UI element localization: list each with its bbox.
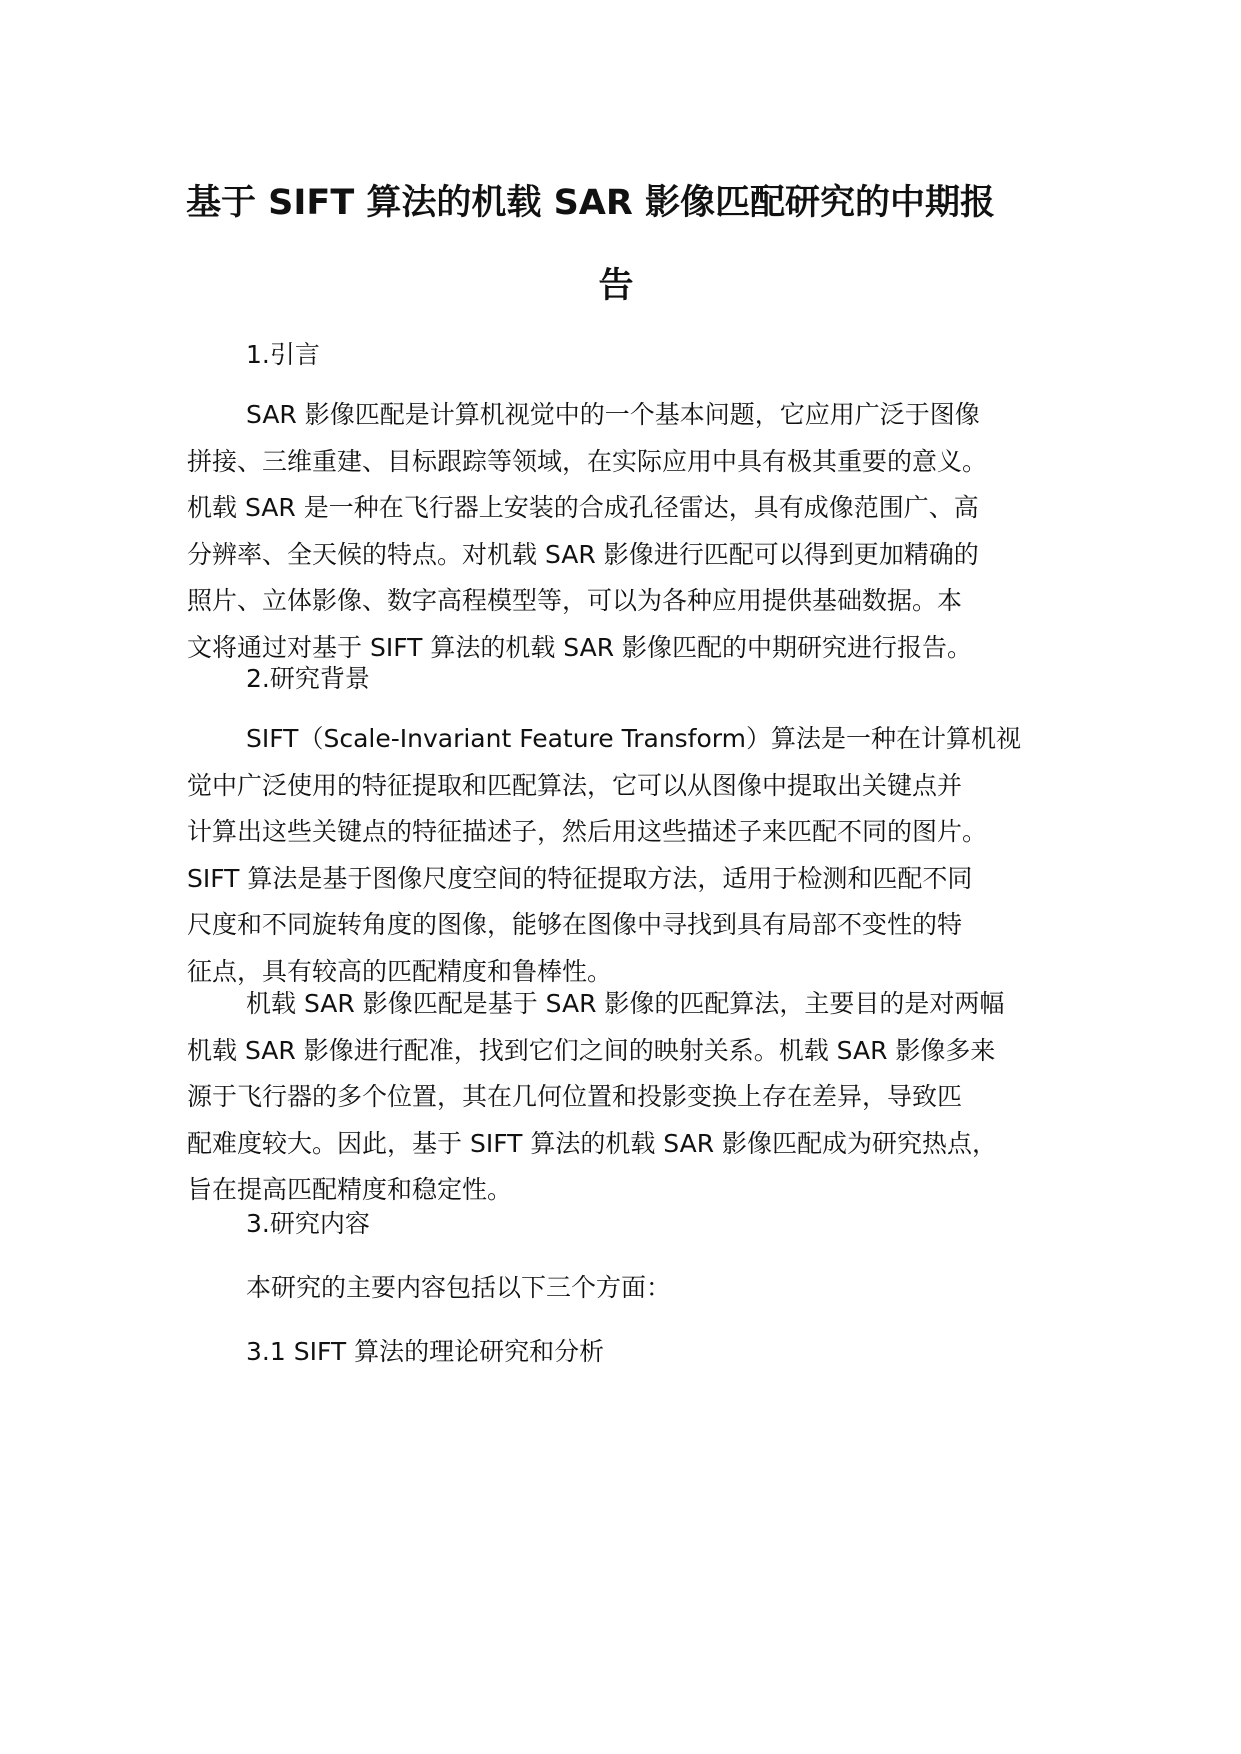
section-2-heading: 2.研究背景 bbox=[246, 664, 370, 693]
section-1-heading: 1.引言 bbox=[246, 340, 320, 369]
paragraph-sift-background bbox=[187, 716, 1087, 995]
paragraph-line: SIFT（Scale-Invariant Feature Transform）算法是一种在计算机视 bbox=[246, 724, 1021, 753]
paragraph-line: 源于飞行器的多个位置，其在几何位置和投影变换上存在差异，导致匹 bbox=[187, 1082, 963, 1111]
paragraph-line: 分辨率、全天候的特点。对机载 SAR 影像进行匹配可以得到更加精确的 bbox=[187, 539, 979, 569]
paragraph-line: 觉中广泛使用的特征提取和匹配算法，它可以从图像中提取出关键点并 bbox=[187, 770, 963, 800]
section-3-heading: 3.研究内容 bbox=[246, 1209, 370, 1238]
paragraph-line: 机载 SAR 是一种在飞行器上安装的合成孔径雷达，具有成像范围广、高 bbox=[187, 493, 979, 522]
paragraph-line: 文将通过对基于 SIFT 算法的机载 SAR 影像匹配的中期研究进行报告。 bbox=[187, 632, 973, 662]
section-3-1-heading: 3.1 SIFT 算法的理论研究和分析 bbox=[246, 1337, 605, 1366]
paragraph-line: 拼接、三维重建、目标跟踪等领域，在实际应用中具有极其重要的意义。 bbox=[187, 446, 988, 476]
document-title-line-1: 基于 SIFT 算法的机载 SAR 影像匹配研究的中期报 bbox=[186, 183, 996, 223]
paragraph-line: 尺度和不同旋转角度的图像，能够在图像中寻找到具有局部不变性的特 bbox=[187, 910, 963, 939]
paragraph-line: SIFT 算法是基于图像尺度空间的特征提取方法，适用于检测和匹配不同 bbox=[187, 863, 973, 893]
paragraph-line: 照片、立体影像、数字高程模型等，可以为各种应用提供基础数据。本 bbox=[187, 586, 963, 615]
paragraph-sar-matching bbox=[187, 981, 1087, 1214]
paragraph-line: 机载 SAR 影像匹配是基于 SAR 影像的匹配算法，主要目的是对两幅 bbox=[246, 989, 1005, 1018]
paragraph-line: 旨在提高匹配精度和稳定性。 bbox=[187, 1175, 513, 1204]
paragraph-line: 征点，具有较高的匹配精度和鲁棒性。 bbox=[187, 956, 613, 986]
paragraph-line: 计算出这些关键点的特征描述子，然后用这些描述子来匹配不同的图片。 bbox=[187, 817, 988, 846]
paragraph-line: 配难度较大。因此，基于 SIFT 算法的机载 SAR 影像匹配成为研究热点， bbox=[187, 1128, 998, 1158]
paragraph-introduction bbox=[187, 392, 1087, 671]
paragraph-line: 机载 SAR 影像进行配准，找到它们之间的映射关系。机载 SAR 影像多来 bbox=[187, 1035, 996, 1065]
paragraph-line: SAR 影像匹配是计算机视觉中的一个基本问题，它应用广泛于图像 bbox=[246, 400, 980, 429]
document-title-line-2: 告 bbox=[598, 266, 634, 306]
paragraph-research-content: 本研究的主要内容包括以下三个方面： bbox=[246, 1273, 672, 1302]
